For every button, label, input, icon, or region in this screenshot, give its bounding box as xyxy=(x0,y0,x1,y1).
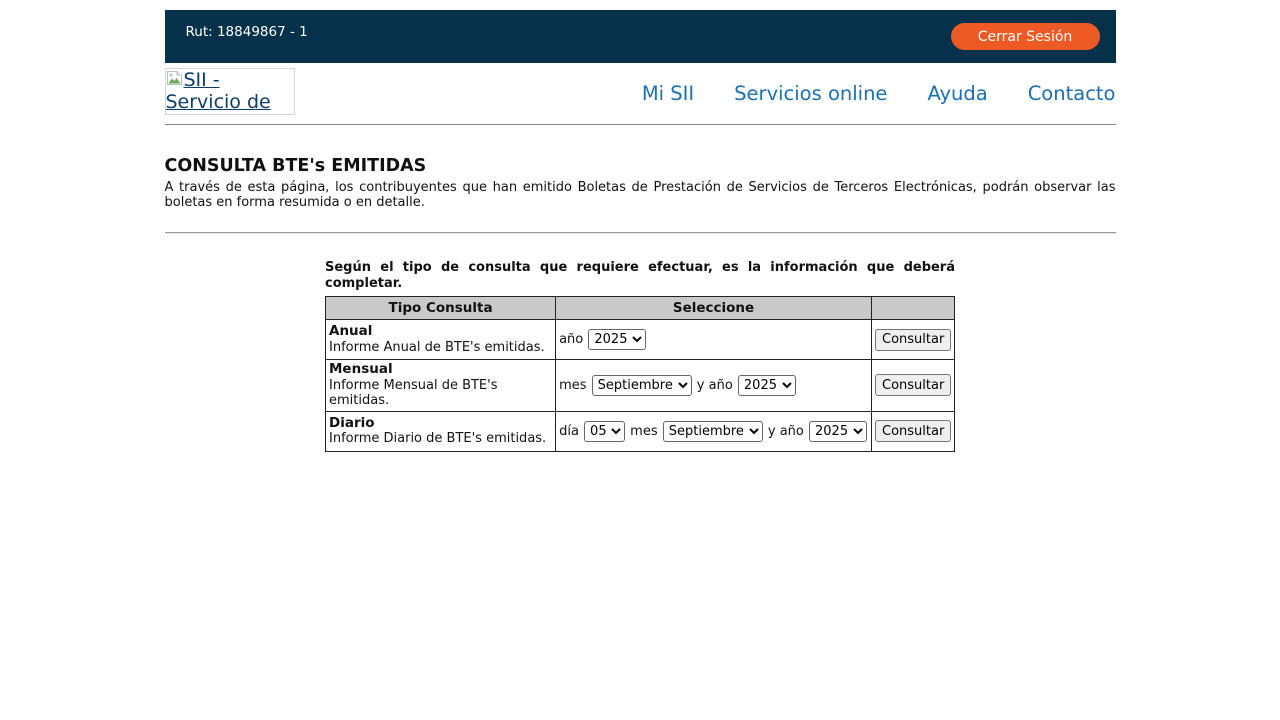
diario-year-select[interactable] xyxy=(809,421,867,442)
diario-type-cell xyxy=(326,411,556,451)
logo-alt-text: SII - Servicio de xyxy=(165,69,271,113)
sii-logo-broken-image[interactable] xyxy=(165,68,295,115)
diario-day-label: día xyxy=(559,423,584,439)
consulta-table xyxy=(325,296,955,452)
anual-year-select[interactable] xyxy=(588,329,646,350)
rut-label: Rut: 18849867 - 1 xyxy=(185,23,308,40)
mensual-type-description: Informe Mensual de BTE's emitidas. xyxy=(329,377,498,408)
diario-type-label: Diario xyxy=(329,414,375,431)
anual-consultar-button[interactable]: Consultar xyxy=(875,329,951,351)
table-row-mensual xyxy=(326,360,955,412)
diario-year-label: y año xyxy=(763,423,808,439)
table-row-diario xyxy=(326,411,955,451)
anual-year-label: año xyxy=(559,332,588,347)
page-title: CONSULTA BTE's EMITIDAS xyxy=(164,156,427,176)
table-row-anual xyxy=(326,320,955,360)
mensual-selection-cell xyxy=(556,360,872,412)
mensual-consultar-button[interactable]: Consultar xyxy=(875,374,951,396)
anual-type-cell xyxy=(326,320,556,360)
consulta-section xyxy=(325,260,955,452)
nav-link-servicios-online[interactable]: Servicios online xyxy=(734,82,888,105)
site-header xyxy=(165,63,1116,125)
column-header-tipo-consulta: Tipo Consulta xyxy=(326,297,556,320)
mensual-type-cell xyxy=(326,360,556,412)
column-header-action xyxy=(872,297,955,320)
main-nav xyxy=(642,82,1116,105)
section-separator xyxy=(165,232,1116,234)
anual-type-label: Anual xyxy=(329,323,373,339)
diario-selection-cell xyxy=(556,411,872,451)
table-header-row xyxy=(326,297,955,320)
mensual-type-label: Mensual xyxy=(329,361,393,377)
broken-image-icon xyxy=(166,70,183,86)
consulta-table-body xyxy=(326,320,955,452)
mensual-action-cell xyxy=(872,360,955,412)
nav-link-mi-sii[interactable]: Mi SII xyxy=(641,82,695,105)
anual-action-cell xyxy=(872,320,955,360)
anual-type-description: Informe Anual de BTE's emitidas. xyxy=(329,339,545,355)
page-container xyxy=(165,0,1116,452)
diario-month-select[interactable] xyxy=(663,421,763,442)
nav-link-contacto[interactable]: Contacto xyxy=(1027,82,1116,105)
mensual-year-label: y año xyxy=(692,377,737,393)
diario-day-select[interactable] xyxy=(584,421,625,442)
nav-link-ayuda[interactable]: Ayuda xyxy=(927,82,988,105)
logout-button[interactable]: Cerrar Sesión xyxy=(951,23,1100,50)
session-topbar xyxy=(165,10,1116,63)
column-header-seleccione: Seleccione xyxy=(556,297,872,320)
mensual-month-label: mes xyxy=(559,377,591,393)
diario-type-description: Informe Diario de BTE's emitidas. xyxy=(329,431,547,446)
page-description: A través de esta página, los contribuyentes que han emitido Boletas de Prestación de Servicios de Terceros Electrónicas, podrán observar las boletas en forma resumida o en detalle. xyxy=(164,180,1116,210)
diario-consultar-button[interactable]: Consultar xyxy=(875,420,951,442)
mensual-month-select[interactable] xyxy=(592,375,692,396)
main-content xyxy=(165,156,1116,452)
mensual-year-select[interactable] xyxy=(738,375,796,396)
instruction-text: Según el tipo de consulta que requiere efectuar, es la información que deberá completar. xyxy=(325,260,955,291)
diario-month-label: mes xyxy=(626,423,662,439)
diario-action-cell xyxy=(872,411,955,451)
anual-selection-cell xyxy=(556,320,872,360)
